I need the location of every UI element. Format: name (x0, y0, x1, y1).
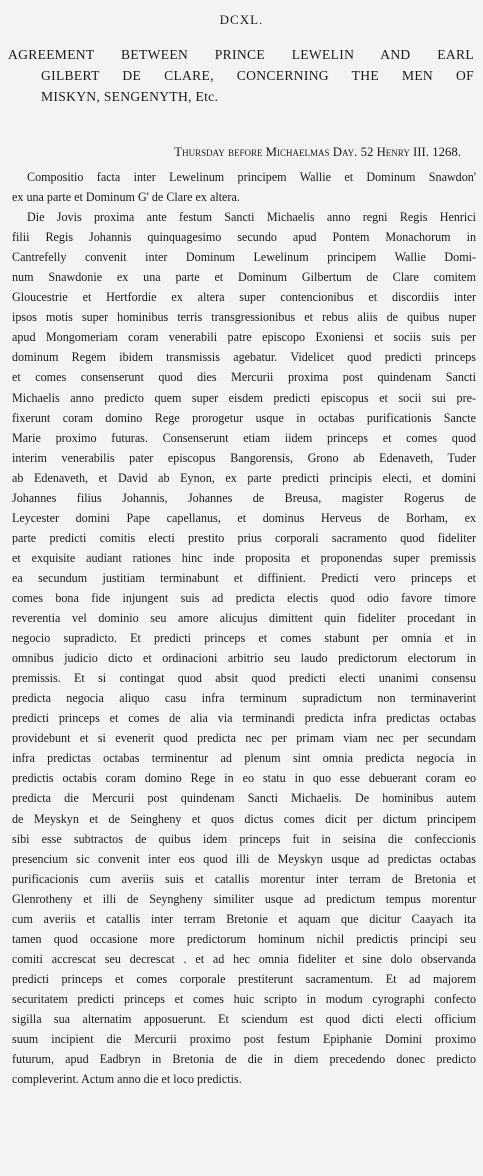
text-line: sibi esse subtractos de quibus idem princeps fuit in seisina die confeccionis (12, 831, 476, 846)
text-line: Leycester domini Pape capellanus, et dominus Herveus de Borham, ex (12, 510, 476, 525)
text-line: parte predicti comitis electi prestito prius corporali sacramento quod fideliter (12, 530, 476, 545)
text-line: negocio supradicto. Et predicti princeps et comes stabunt per omnia et in (12, 631, 476, 646)
text-line: Johannes filius Johannis, Johannes de Breusa, magister Rogerus de (12, 490, 476, 505)
text-line: sigilla sua alternatim apposuerunt. Et sciendum est quod dicti electi officium (12, 1011, 476, 1026)
text-line: Gloucestrie et Hertfordie ex altera super contencionibus et discordiis inter (12, 290, 476, 305)
text-line: presencium sic convenit inter eos quod illi de Meyskyn usque ad predictas octabas (12, 851, 476, 866)
text-line: omnibus judicio dicto et ordinacioni arbitrio seu laudo predictorum electorum in (12, 651, 476, 666)
text-line: Marie proximo futuras. Consenserunt etiam iidem princeps et comes quod (12, 430, 476, 445)
text-line: fixerunt coram domino Rege prorogetur usque in octabas purificationis Sancte (12, 410, 476, 425)
text-line: Michaelis anno predicto quem super eisdem predicti episcopus et socii sui pre- (12, 390, 476, 405)
text-line: ab Edenaveth, et David ab Eynon, ex parte predicti principis electi, et domini (12, 470, 476, 485)
text-line: filii Regis Johannis quinquagesimo secundo apud Pontem Monachorum in (12, 230, 476, 245)
text-line: cum averiis et catallis inter terram Bretonie et aquam que dicitur Caayach ita (12, 911, 476, 926)
text-line: securitatem predicti princeps et comes huic scripto in modum cyrographi confecto (12, 991, 476, 1006)
text-line: dominum Regem ibidem transmissis agebatur. Videlicet quod predicti princeps (12, 350, 476, 365)
text-line: tamen quod occasione more predictorum hominum nichil predictis principi seu (12, 931, 476, 946)
text-line: suum incipient die Mercurii proximo post festum Epiphanie Domini proximo (12, 1032, 476, 1047)
text-line: apud Mongomeriam coram venerabili patre episcopo Exoniensi et sociis suis per (12, 330, 476, 345)
paragraph (12, 167, 476, 207)
title-line: AGREEMENT BETWEEN PRINCE LEWELIN AND EARL (8, 47, 474, 62)
text-line: num Snawdonie ex una parte et Dominum Gilbertum de Clare comitem (12, 270, 476, 285)
text-line: comes bona fide injungent suis ad predicta electis quod odio favore timore (12, 590, 476, 605)
text-line: Glenrotheny et illi de Seyngheny similiter usque ad predictum tempus morentur (12, 891, 476, 906)
document-title (8, 44, 474, 107)
text-line: ex una parte et Dominum G' de Clare ex altera. (12, 190, 240, 205)
text-line: comiti accrescat seu decrescat . et ad hec omnia fideliter et sine dolo observanda (12, 951, 476, 966)
text-line: et exquisite audiant rationes hinc inde proposita et proponendas super premissis (12, 550, 476, 565)
text-line: infra predictas octabas terminentur ad plenum sint omnia predicta negocia in (12, 751, 476, 766)
title-line: GILBERT DE CLARE, CONCERNING THE MEN OF (41, 68, 474, 83)
text-line: predicta die Mercurii post quindenam Sancti Michaelis. De hominibus autem (12, 791, 476, 806)
text-line: premissis. Et si contingat quod absit quod predicti electi unanimi consensu (12, 671, 476, 686)
text-line: purificacionis cum averiis suis et catallis morentur inter terram de Bretonia et (12, 871, 476, 886)
text-line: predicti princeps et comes corporale prestiterunt sacramentum. Et ad majorem (12, 971, 476, 986)
text-line: interim venerabilis pater episcopus Bangorensis, Grono ab Edenaveth, Tuder (12, 450, 476, 465)
text-line: futurum, apud Eadbryn in Bretonia de die in diem precedendo donec predicto (12, 1052, 476, 1067)
text-line: predicta negocia aliquo casu infra terminum supradictum non terminaverint (12, 691, 476, 706)
text-line: ipsos motis super hominibus terris transgressionibus et rebus aliis de quibus nuper (12, 310, 476, 325)
document-body (12, 167, 476, 1089)
text-line: ea secundum justitiam terminabunt et diffinient. Predicti vero princeps et (12, 570, 476, 585)
text-line: Cantrefelly convenit inter Dominum Lewelinum principem Wallie Domi- (12, 250, 476, 265)
text-line: Compositio facta inter Lewelinum principem Wallie et Dominum Snawdon' (27, 170, 476, 184)
paragraph (12, 207, 476, 1089)
text-line: de Meyskyn et de Seingheny et quos dictus comes dicit per dictum principem (12, 811, 476, 826)
text-line: predicti princeps et comes de alia via terminandi predicta infra predictas octabas (12, 711, 476, 726)
title-line: MISKYN, SENGENYTH, Etc. (41, 89, 219, 104)
dateline: Thursday before Michaelmas Day. 52 Henry III. 1268. (174, 145, 461, 159)
text-line: compleverint. Actum anno die et loco predictis. (12, 1072, 242, 1087)
text-line: providebunt et si evenerit quod predicta nec per primam viam nec per secundam (12, 731, 476, 746)
text-line: reverentia vel dominio seu amore alicujus dimittent quin fideliter procedant in (12, 611, 476, 626)
text-line: predictis octabis coram domino Rege in eo statu in quo esse debuerant coram eo (12, 771, 476, 786)
text-line: Die Jovis proxima ante festum Sancti Michaelis anno regni Regis Henrici (27, 210, 476, 225)
document-number: DCXL. (219, 12, 264, 27)
text-line: et comes consenserunt quod dies Mercurii proxima post quindenam Sancti (12, 370, 476, 385)
